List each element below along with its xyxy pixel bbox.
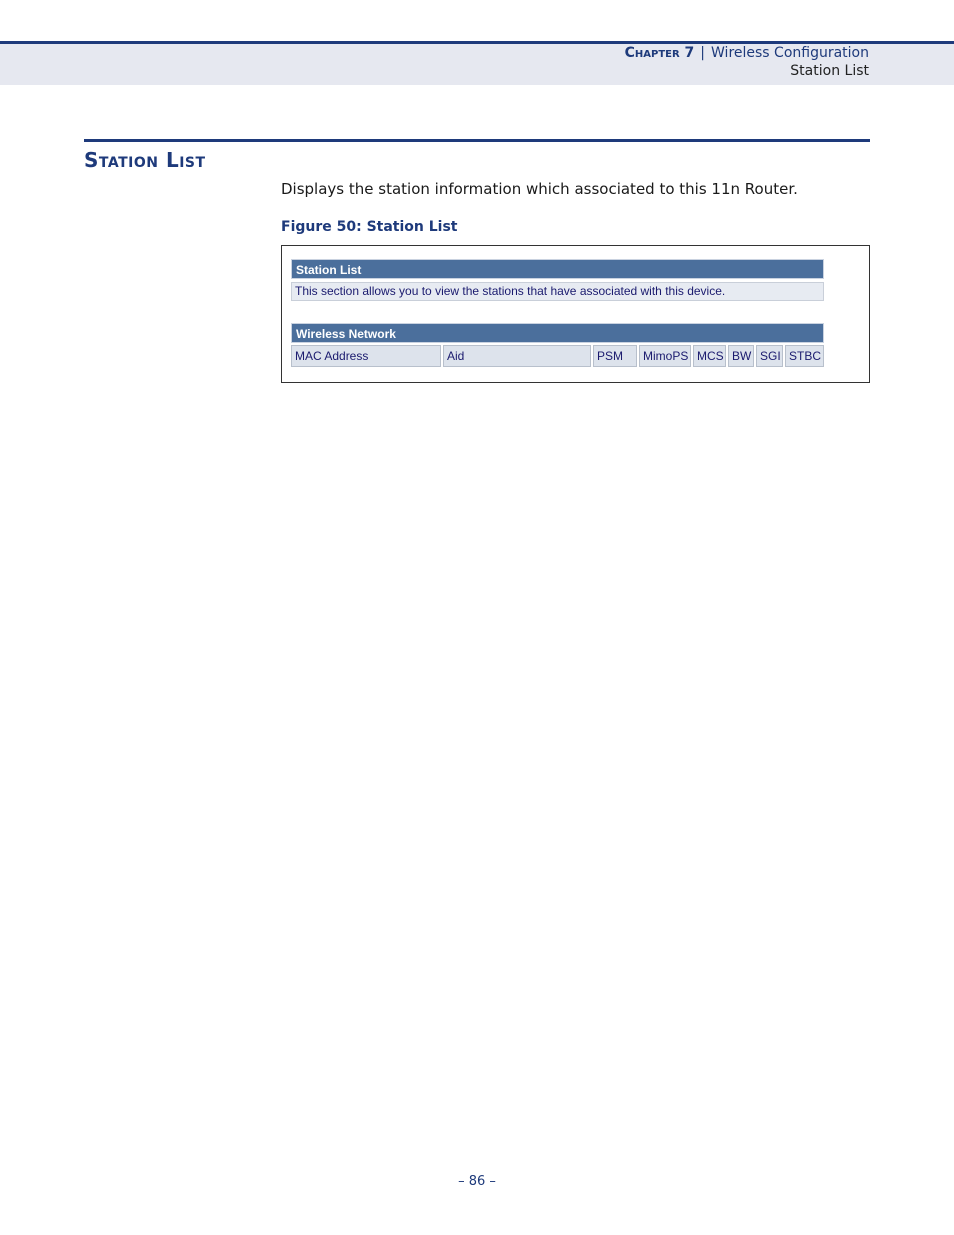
station-list-bar: Station List [291,259,824,279]
section-rule [84,139,870,142]
column-header-psm: PSM [593,345,637,367]
chapter-label: Chapter 7 [624,45,695,61]
station-table-header [291,345,824,367]
chapter-title: Wireless Configuration [711,45,869,61]
wireless-network-bar: Wireless Network [291,323,824,343]
column-header-mimops: MimoPS [639,345,691,367]
running-subsection: Station List [790,63,869,79]
column-header-aid: Aid [443,345,591,367]
column-header-bw: BW [728,345,754,367]
intro-paragraph: Displays the station information which associated to this 11n Router. [281,180,798,198]
figure-screenshot [281,245,870,383]
station-list-panel [291,259,824,301]
running-header [625,45,869,61]
section-title: Station List [84,148,206,172]
page-number: – 86 – [458,1174,496,1189]
station-list-description: This section allows you to view the stations that have associated with this device. [291,282,824,301]
column-header-mcs: MCS [693,345,726,367]
figure-caption: Figure 50: Station List [281,219,458,235]
header-separator: | [700,45,706,61]
column-header-mac-address: MAC Address [291,345,441,367]
column-header-stbc: STBC [785,345,824,367]
wireless-network-panel [291,323,824,367]
column-header-sgi: SGI [756,345,783,367]
